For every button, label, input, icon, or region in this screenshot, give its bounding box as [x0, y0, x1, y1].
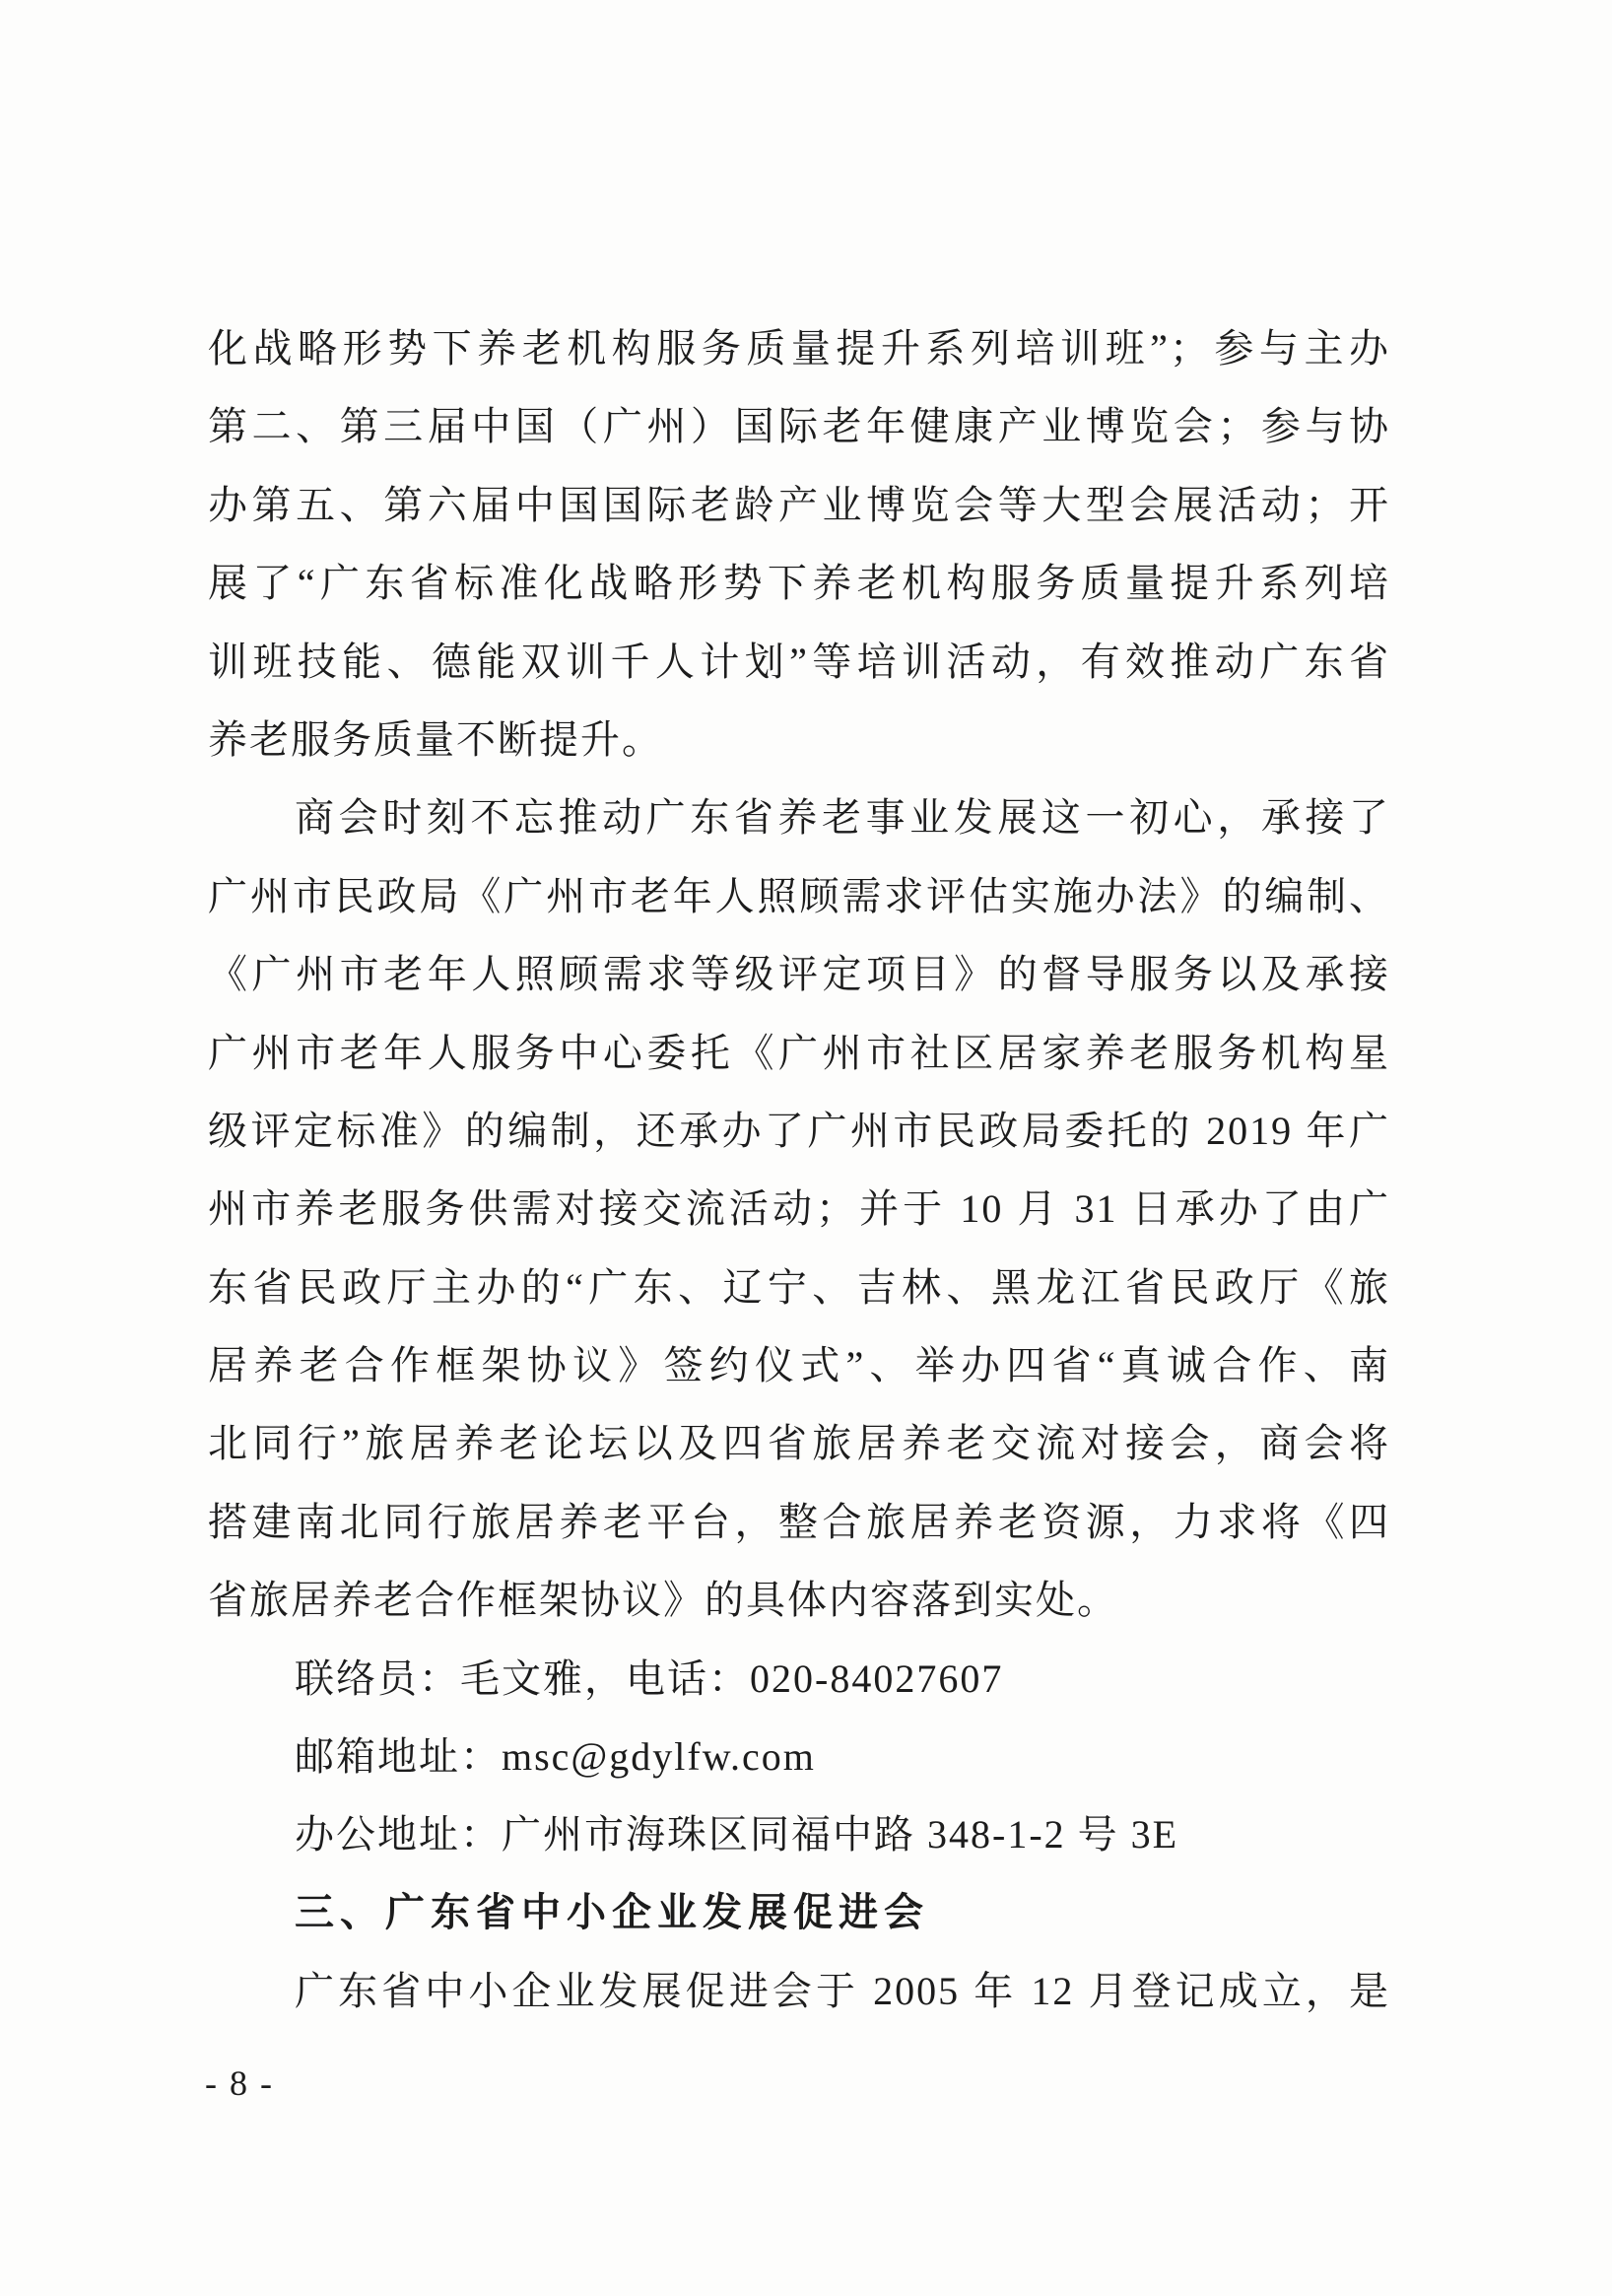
paragraph-section3: [208, 1952, 1390, 2030]
paragraph-line: 级评定标准》的编制，还承办了广州市民政局委托的 2019 年广: [208, 1108, 1390, 1153]
contact-office-address: 办公地址：广州市海珠区同福中路 348-1-2 号 3E: [295, 1812, 1179, 1857]
paragraph-line: 训班技能、德能双训千人计划”等培训活动，有效推动广东省: [208, 639, 1390, 684]
paragraph-line: 东省民政厅主办的“广东、辽宁、吉林、黑龙江省民政厅《旅: [208, 1264, 1390, 1310]
contact-info: [208, 1640, 1390, 1874]
paragraph-line: 广州市老年人服务中心委托《广州市社区居家养老服务机构星: [208, 1030, 1390, 1075]
paragraph-line: 《广州市老年人照顾需求等级评定项目》的督导服务以及承接: [208, 952, 1390, 997]
paragraph-line: 化战略形势下养老机构服务质量提升系列培训班”；参与主办: [208, 326, 1390, 371]
paragraph-line: 北同行”旅居养老论坛以及四省旅居养老交流对接会，商会将: [208, 1421, 1390, 1466]
paragraph-line: 居养老合作框架协议》签约仪式”、举办四省“真诚合作、南: [208, 1343, 1390, 1388]
paragraph-line: 养老服务质量不断提升。: [208, 716, 663, 762]
paragraph-line: 第二、第三届中国（广州）国际老年健康产业博览会；参与协: [208, 404, 1390, 449]
contact-email: 邮箱地址：msc@gdylfw.com: [295, 1734, 816, 1780]
section-heading: 三、广东省中小企业发展促进会: [295, 1889, 929, 1935]
paragraph-continued: [208, 309, 1390, 778]
paragraph-line: 州市养老服务供需对接交流活动；并于 10 月 31 日承办了由广: [208, 1186, 1390, 1232]
paragraph-line: 办第五、第六届中国国际老龄产业博览会等大型会展活动；开: [208, 482, 1390, 527]
paragraph-line: 省旅居养老合作框架协议》的具体内容落到实处。: [208, 1578, 1118, 1623]
paragraph-chamber: [208, 778, 1390, 1639]
contact-liaison: 联络员：毛文雅，电话：020-84027607: [295, 1655, 1004, 1701]
paragraph-line: 搭建南北同行旅居养老平台，整合旅居养老资源，力求将《四: [208, 1499, 1390, 1544]
paragraph-line: 展了“广东省标准化战略形势下养老机构服务质量提升系列培: [208, 561, 1390, 606]
page-number: - 8 -: [205, 2063, 274, 2103]
paragraph-line: 广州市民政局《广州市老年人照顾需求评估实施办法》的编制、: [208, 873, 1390, 918]
paragraph-line: 广东省中小企业发展促进会于 2005 年 12 月登记成立，是: [295, 1969, 1390, 2014]
document-body: [208, 309, 1390, 2031]
paragraph-line: 商会时刻不忘推动广东省养老事业发展这一初心，承接了: [295, 795, 1390, 841]
